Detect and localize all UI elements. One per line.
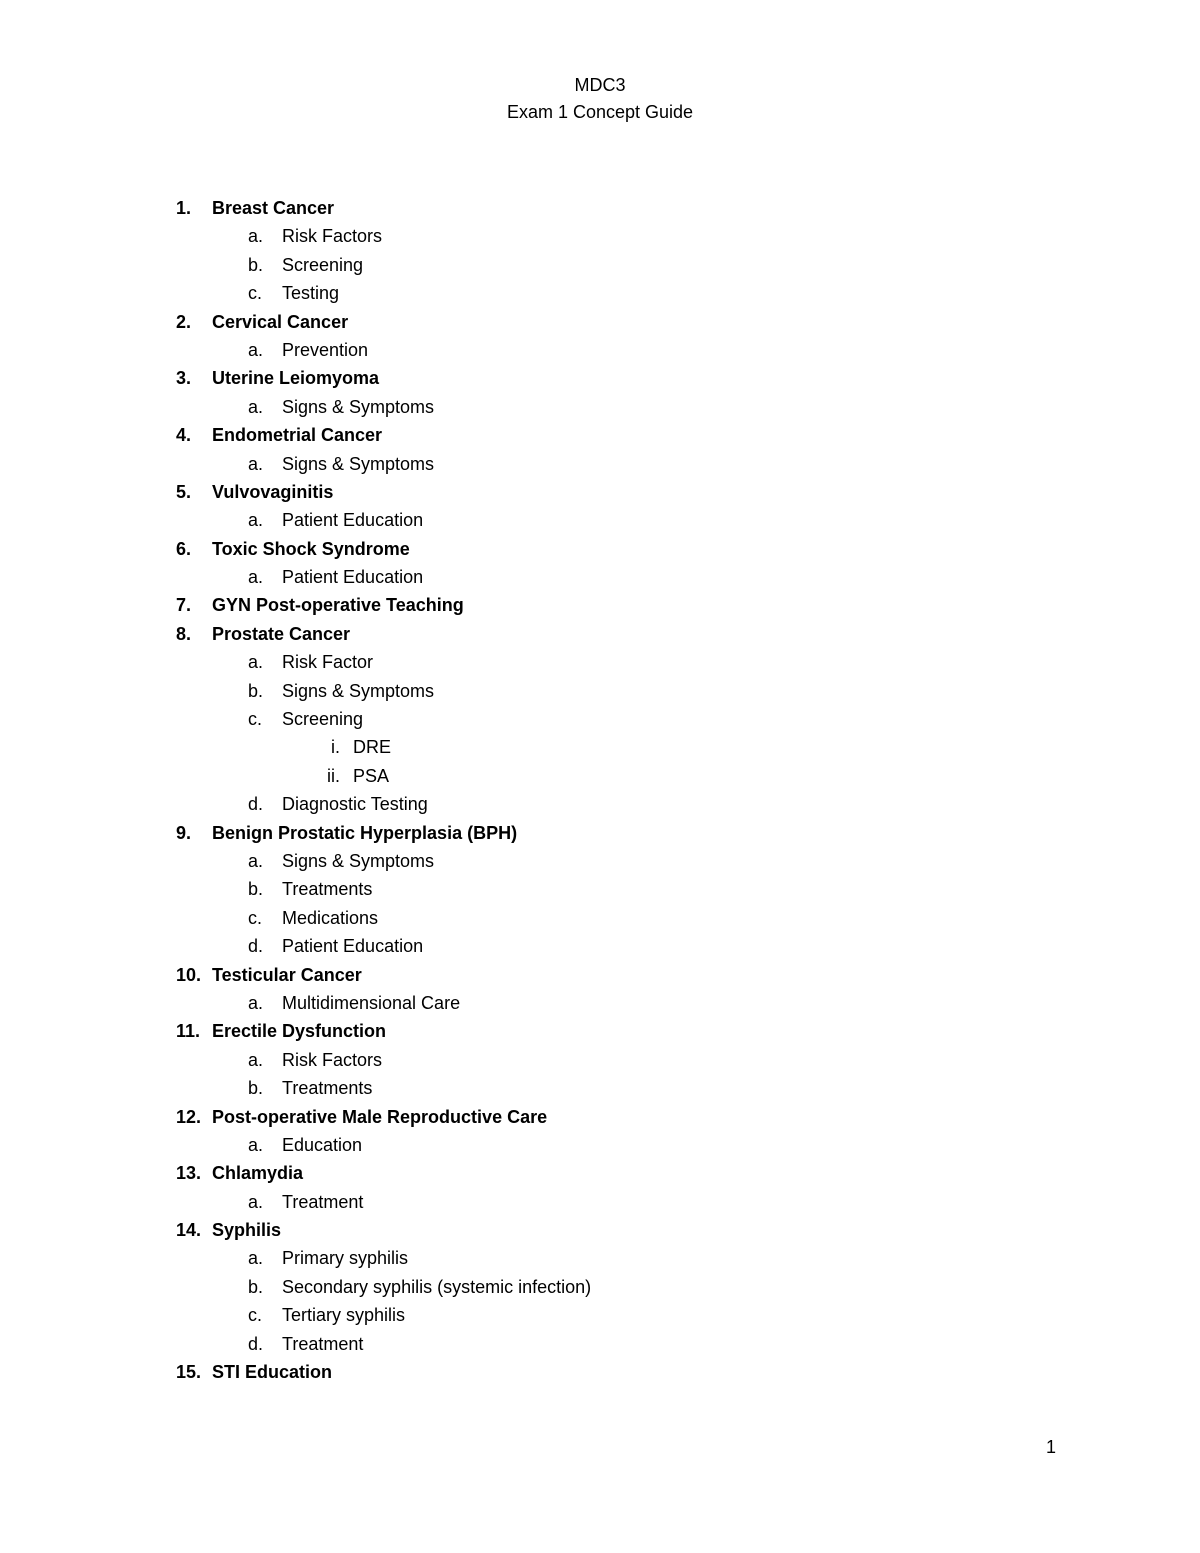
list-marker: 5. xyxy=(176,481,192,502)
outline-subtopic xyxy=(0,705,1200,733)
list-item-text: Patient Education xyxy=(282,567,424,588)
list-marker: a. xyxy=(248,226,264,247)
list-item-text: Tertiary syphilis xyxy=(282,1305,406,1326)
outline-subtopic xyxy=(0,1244,1200,1272)
list-marker: a. xyxy=(248,992,264,1013)
list-marker: a. xyxy=(248,510,264,531)
list-item-text: Erectile Dysfunction xyxy=(212,1021,387,1042)
list-marker: 7. xyxy=(176,595,192,616)
outline-topic xyxy=(0,961,1200,989)
list-item-text: Benign Prostatic Hyperplasia (BPH) xyxy=(212,822,518,843)
list-marker: 1. xyxy=(176,198,192,218)
list-item-text: Testing xyxy=(282,283,340,304)
list-item-text: PSA xyxy=(353,765,390,786)
list-marker: 4. xyxy=(176,425,192,446)
outline-subtopic xyxy=(0,251,1200,279)
outline-subtopic xyxy=(0,450,1200,478)
list-marker: b. xyxy=(248,680,264,701)
outline-topic xyxy=(0,620,1200,648)
list-item-text: Treatments xyxy=(282,879,373,900)
outline-subtopic xyxy=(0,336,1200,364)
list-item-text: Signs & Symptoms xyxy=(282,850,435,871)
outline-subsubtopic xyxy=(0,762,1200,790)
document-title: Exam 1 Concept Guide xyxy=(506,102,694,122)
list-item-text: Patient Education xyxy=(282,510,424,531)
list-marker: 14. xyxy=(176,1220,202,1241)
list-item-text: Screening xyxy=(282,709,364,730)
list-marker: c. xyxy=(248,283,263,304)
list-item-text: Patient Education xyxy=(282,936,424,957)
list-item-text: Signs & Symptoms xyxy=(282,396,435,417)
list-marker: i. xyxy=(331,737,340,758)
outline-topic xyxy=(0,478,1200,506)
list-item-text: Diagnostic Testing xyxy=(282,794,428,815)
list-marker: a. xyxy=(248,339,264,360)
list-item-text: STI Education xyxy=(212,1362,333,1383)
list-item-text: Treatments xyxy=(282,1078,373,1099)
outline-subtopic xyxy=(0,1330,1200,1358)
list-marker: 10. xyxy=(176,964,202,985)
outline-topic xyxy=(0,535,1200,563)
list-marker: 9. xyxy=(176,822,192,843)
list-item-text: Uterine Leiomyoma xyxy=(212,368,380,389)
outline-topic xyxy=(0,1103,1200,1131)
list-marker: a. xyxy=(248,1134,264,1155)
list-marker: a. xyxy=(248,1191,264,1212)
list-marker: d. xyxy=(248,1333,264,1354)
list-item-text: DRE xyxy=(353,737,392,758)
list-item-text: Endometrial Cancer xyxy=(212,425,383,446)
outline-topic xyxy=(0,1216,1200,1244)
list-marker: 6. xyxy=(176,538,192,559)
outline-subtopic xyxy=(0,563,1200,591)
list-marker: a. xyxy=(248,1248,264,1269)
list-item-text: Medications xyxy=(282,907,379,928)
list-item-text: Cervical Cancer xyxy=(212,311,349,332)
list-marker: a. xyxy=(248,850,264,871)
outline-subtopic xyxy=(0,1046,1200,1074)
list-item-text: Risk Factor xyxy=(282,652,374,673)
outline-subtopic xyxy=(0,1131,1200,1159)
list-marker: c. xyxy=(248,907,263,928)
outline-subtopic xyxy=(0,677,1200,705)
outline-topic xyxy=(0,1358,1200,1386)
list-item-text: Education xyxy=(282,1134,363,1155)
outline-subtopic xyxy=(0,1188,1200,1216)
list-item-text: GYN Post-operative Teaching xyxy=(212,595,464,616)
list-marker: b. xyxy=(248,1078,264,1099)
list-item-text: Primary syphilis xyxy=(282,1248,409,1269)
list-item-text: Syphilis xyxy=(212,1220,282,1241)
list-item-text: Breast Cancer xyxy=(212,198,335,218)
list-marker: 11. xyxy=(176,1021,201,1042)
list-marker: a. xyxy=(248,567,264,588)
outline-subtopic xyxy=(0,790,1200,818)
list-marker: 8. xyxy=(176,623,192,644)
list-marker: 13. xyxy=(176,1163,202,1184)
outline-topic xyxy=(0,819,1200,847)
list-item-text: Risk Factors xyxy=(282,1049,383,1070)
list-item-text: Screening xyxy=(282,254,364,275)
list-item-text: Secondary syphilis (systemic infection) xyxy=(282,1276,592,1297)
list-item-text: Multidimensional Care xyxy=(282,992,461,1013)
list-item-text: Chlamydia xyxy=(212,1163,304,1184)
list-marker: b. xyxy=(248,1276,264,1297)
list-item-text: Testicular Cancer xyxy=(212,964,362,985)
list-marker: a. xyxy=(248,396,264,417)
outline-topic xyxy=(0,1017,1200,1045)
course-code: MDC3 xyxy=(574,75,626,95)
list-marker: b. xyxy=(248,879,264,900)
outline-topic xyxy=(0,308,1200,336)
list-marker: ii. xyxy=(327,765,340,786)
outline-subtopic xyxy=(0,222,1200,250)
concept-outline xyxy=(0,194,1200,1386)
outline-topic xyxy=(0,364,1200,392)
list-item-text: Toxic Shock Syndrome xyxy=(212,538,410,559)
outline-subtopic xyxy=(0,847,1200,875)
outline-subsubtopic xyxy=(0,733,1200,761)
list-marker: 3. xyxy=(176,368,192,389)
outline-subtopic xyxy=(0,1301,1200,1329)
outline-subtopic xyxy=(0,932,1200,960)
list-item-text: Risk Factors xyxy=(282,226,383,247)
outline-subtopic xyxy=(0,1074,1200,1102)
list-marker: 2. xyxy=(176,311,192,332)
list-item-text: Post-operative Male Reproductive Care xyxy=(212,1106,548,1127)
outline-subtopic xyxy=(0,506,1200,534)
outline-topic xyxy=(0,591,1200,619)
list-marker: b. xyxy=(248,254,264,275)
list-marker: d. xyxy=(248,794,264,815)
list-item-text: Vulvovaginitis xyxy=(212,481,334,502)
list-item-text: Prevention xyxy=(282,339,369,360)
outline-subtopic xyxy=(0,1273,1200,1301)
outline-subtopic xyxy=(0,989,1200,1017)
outline-subtopic xyxy=(0,279,1200,307)
outline-subtopic xyxy=(0,875,1200,903)
list-marker: 12. xyxy=(176,1106,202,1127)
list-item-text: Treatment xyxy=(282,1333,364,1354)
outline-subtopic xyxy=(0,648,1200,676)
list-marker: c. xyxy=(248,1305,263,1326)
list-marker: a. xyxy=(248,453,264,474)
outline-topic xyxy=(0,1159,1200,1187)
list-marker: 15. xyxy=(176,1362,202,1383)
outline-topic xyxy=(0,421,1200,449)
outline-subtopic xyxy=(0,904,1200,932)
list-marker: a. xyxy=(248,652,264,673)
outline-topic xyxy=(0,194,1200,222)
list-marker: d. xyxy=(248,936,264,957)
list-item-text: Signs & Symptoms xyxy=(282,680,435,701)
list-marker: c. xyxy=(248,709,263,730)
list-marker: a. xyxy=(248,1049,264,1070)
page-number: 1 xyxy=(1046,1437,1057,1457)
list-item-text: Signs & Symptoms xyxy=(282,453,435,474)
list-item-text: Treatment xyxy=(282,1191,364,1212)
outline-subtopic xyxy=(0,393,1200,421)
list-item-text: Prostate Cancer xyxy=(212,623,351,644)
